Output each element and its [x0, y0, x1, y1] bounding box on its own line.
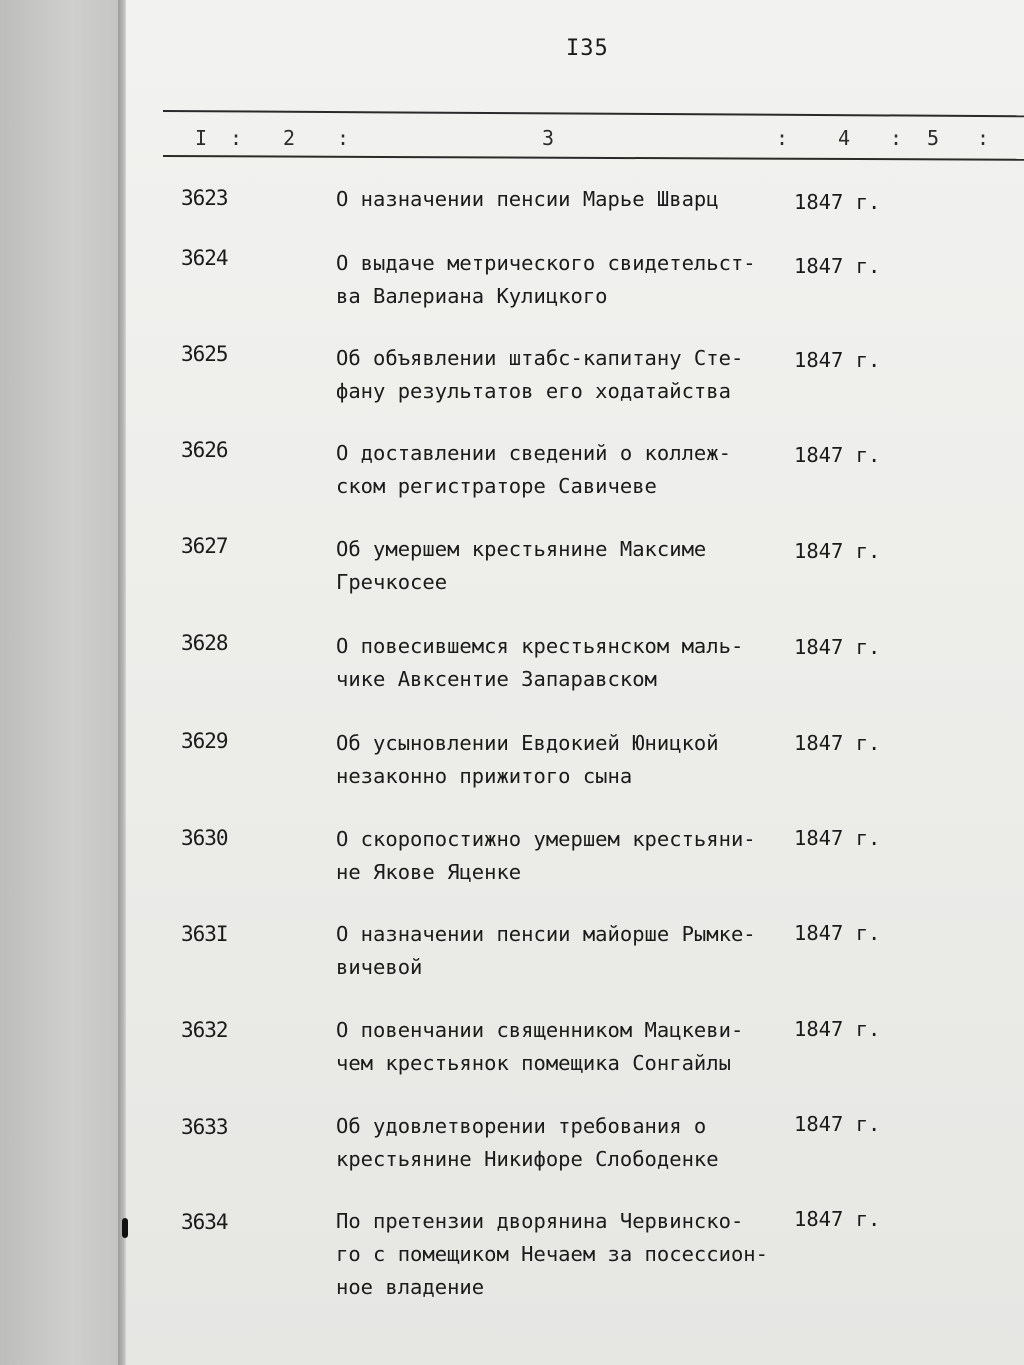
column-separator: : — [230, 126, 243, 150]
record-number: 3626 — [181, 438, 228, 462]
record-year: 1847 г. — [794, 1207, 881, 1231]
record-title: О повенчании священником Мацкеви- чем крестьянок помещика Сонгайлы — [336, 1018, 744, 1075]
record-number: 3629 — [181, 729, 228, 753]
record-title: О назначении пенсии майорше Рымке- вичевой — [336, 922, 756, 979]
record-year: 1847 г. — [794, 443, 881, 467]
page-number: I35 — [566, 36, 609, 61]
record-title: О доставлении сведений о коллеж- ском регистраторе Савичеве — [336, 441, 731, 498]
record-number: 363I — [181, 922, 228, 946]
record-number: 3634 — [181, 1210, 228, 1234]
column-header-2: 2 — [283, 126, 296, 150]
record-year: 1847 г. — [794, 731, 881, 755]
column-separator: : — [977, 126, 990, 150]
record-year: 1847 г. — [794, 1112, 881, 1136]
record-title: По претензии дворянина Червинско- го с помещиком Нечаем за посессион- ное владение — [336, 1209, 768, 1299]
column-header-3: 3 — [542, 126, 555, 150]
record-number: 3624 — [181, 246, 228, 270]
record-number: 3625 — [181, 342, 228, 366]
record-title: О выдаче метрического свидетельст- ва Валериана Кулицкого — [336, 251, 756, 308]
binding-mark — [122, 1218, 128, 1238]
record-year: 1847 г. — [794, 826, 881, 850]
record-title: Об усыновлении Евдокией Юницкой незаконно прижитого сына — [336, 731, 719, 788]
record-number: 3623 — [181, 186, 228, 210]
column-separator: : — [337, 126, 350, 150]
previous-page-edge — [0, 0, 122, 1365]
record-year: 1847 г. — [794, 1017, 881, 1041]
record-title: Об умершем крестьянине Максиме Гречкосее — [336, 537, 707, 594]
record-title: О назначении пенсии Марье Шварц — [336, 187, 719, 211]
column-separator: : — [776, 126, 789, 150]
record-title: О скоропостижно умершем крестьяни- не Якове Яценке — [336, 827, 756, 884]
record-year: 1847 г. — [794, 539, 881, 563]
record-year: 1847 г. — [794, 254, 881, 278]
record-title: О повесившемся крестьянском маль- чике Авксентие Запаравском — [336, 634, 744, 691]
record-number: 3628 — [181, 631, 228, 655]
record-year: 1847 г. — [794, 921, 881, 945]
column-header-5: 5 — [927, 126, 940, 150]
record-number: 3632 — [181, 1018, 228, 1042]
column-separator: : — [890, 126, 903, 150]
record-year: 1847 г. — [794, 635, 881, 659]
column-header-4: 4 — [838, 126, 851, 150]
record-title: Об объявлении штабс-капитану Сте- фану результатов его ходатайства — [336, 346, 744, 403]
column-header-1: I — [195, 126, 208, 150]
record-number: 3627 — [181, 534, 228, 558]
record-number: 3630 — [181, 826, 228, 850]
record-number: 3633 — [181, 1115, 228, 1139]
record-title: Об удовлетворении требования о крестьянине Никифоре Слободенке — [336, 1114, 719, 1171]
record-year: 1847 г. — [794, 190, 881, 214]
record-year: 1847 г. — [794, 348, 881, 372]
